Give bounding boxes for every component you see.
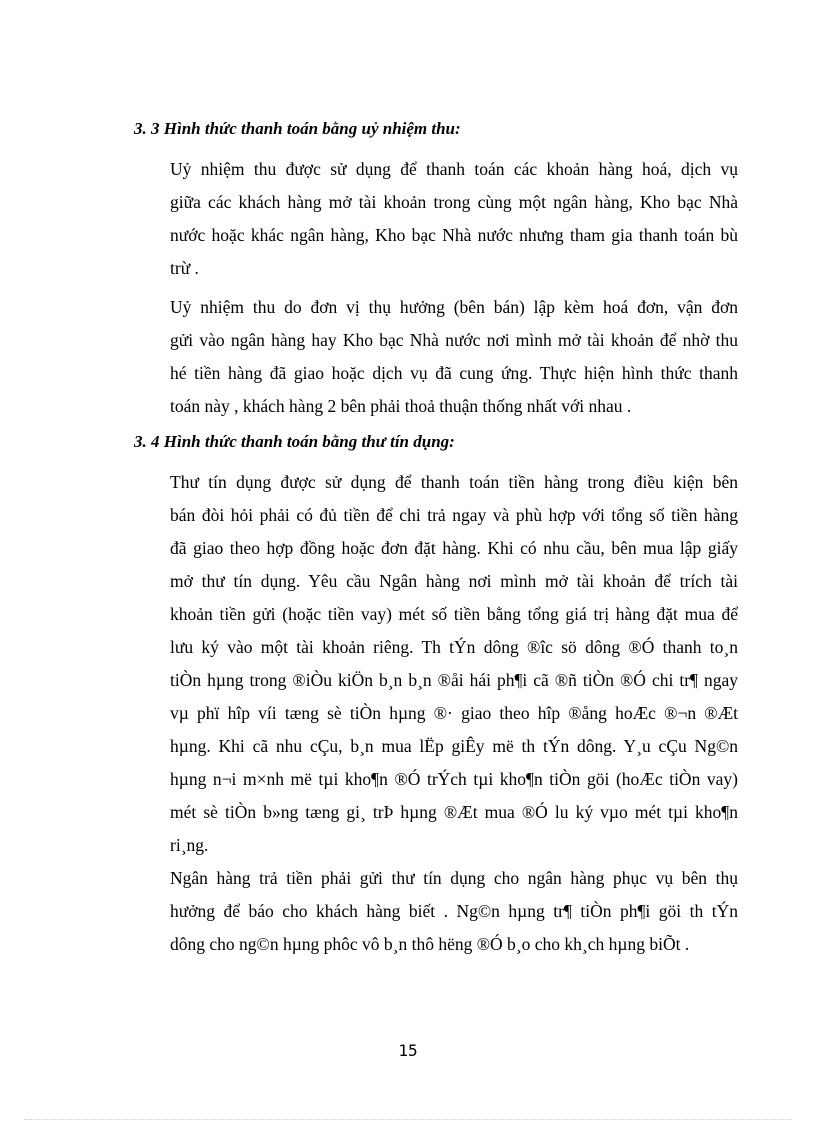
text-line: khoản tiền gửi (hoặc tiền vay) mét số tiền bằng tổng giá trị hàng đặt mua để <box>170 604 738 624</box>
text-line: Uỷ nhiệm thu được sử dụng để thanh toán các khoản hàng hoá, dịch vụ <box>170 159 738 179</box>
text-line: giữa các khách hàng mở tài khoản trong cùng một ngân hàng, Kho bạc Nhà <box>170 192 738 212</box>
text-line: ri¸ng. <box>170 835 209 855</box>
text-line: gửi vào ngân hàng hay Kho bạc Nhà nước nơi mình mở tài khoản để nhờ thu <box>170 330 738 350</box>
section-heading: 3. 4 Hình thức thanh toán bằng thư tín dụng: <box>134 432 455 451</box>
page-bottom-divider <box>24 1119 792 1120</box>
text-line: toán này , khách hàng 2 bên phải thoả thuận thống nhất với nhau . <box>170 396 632 416</box>
text-line: dông cho ng©n hµng phôc vô b¸n thô hëng ®Ó b¸o cho kh¸ch hµng biÕt . <box>170 934 690 954</box>
text-line: hµng n¬i m×nh më tµi kho¶n ®Ó trÝch tµi kho¶n tiÒn göi (hoÆc tiÒn vay) <box>170 769 738 789</box>
text-line: Uỷ nhiệm thu do đơn vị thụ hưởng (bên bán) lập kèm hoá đơn, vận đơn <box>170 297 738 317</box>
text-line: mét sè tiÒn b»ng tæng gi¸ trÞ hµng ®Æt mua ®Ó lu ký vµo mét tµi kho¶n <box>170 802 738 822</box>
paragraph <box>136 466 738 862</box>
text-line: Thư tín dụng được sử dụng để thanh toán tiền hàng trong điều kiện bên <box>170 472 738 492</box>
text-line: lưu ký vào một tài khoản riêng. Th tÝn dông ®îc sö dông ®Ó thanh to¸n <box>170 637 738 657</box>
paragraph <box>136 153 738 285</box>
paragraph <box>136 291 738 423</box>
section-heading: 3. 3 Hình thức thanh toán bằng uỷ nhiệm thu: <box>134 119 461 138</box>
text-line: hµng. Khi cã nhu cÇu, b¸n mua lËp giÊy më th tÝn dông. Y¸u cÇu Ng©n <box>170 736 738 756</box>
paragraph <box>136 862 738 961</box>
text-line: trừ . <box>170 258 199 278</box>
text-line: tiÒn hµng trong ®iÒu kiÖn b¸n b¸n ®åi hái ph¶i cã ®ñ tiÒn ®Ó chi tr¶ ngay <box>170 670 738 690</box>
page-number: 15 <box>398 1041 418 1060</box>
text-line: đã giao theo hợp đồng hoặc đơn đặt hàng. Khi có nhu cầu, bên mua lập giấy <box>170 538 738 558</box>
text-line: mở thư tín dụng. Yêu cầu Ngân hàng nơi mình mở tài khoản để trích tài <box>170 571 738 591</box>
text-line: nước hoặc khác ngân hàng, Kho bạc Nhà nước nhưng tham gia thanh toán bù <box>170 225 738 245</box>
text-line: Ngân hàng trả tiền phải gửi thư tín dụng cho ngân hàng phục vụ bên thụ <box>170 868 738 888</box>
text-line: bán đòi hỏi phải có đủ tiền để chi trả ngay và phù hợp với tổng số tiền hàng <box>170 505 738 525</box>
text-line: hé tiền hàng đã giao hoặc dịch vụ đã cung ứng. Thực hiện hình thức thanh <box>170 363 738 383</box>
text-line: hưởng để báo cho khách hàng biết . Ng©n hµng tr¶ tiÒn ph¶i göi th tÝn <box>170 901 738 921</box>
text-line: vµ phï hîp víi tæng sè tiÒn hµng ®· giao theo hîp ®ång hoÆc ®¬n ®Æt <box>170 703 738 723</box>
